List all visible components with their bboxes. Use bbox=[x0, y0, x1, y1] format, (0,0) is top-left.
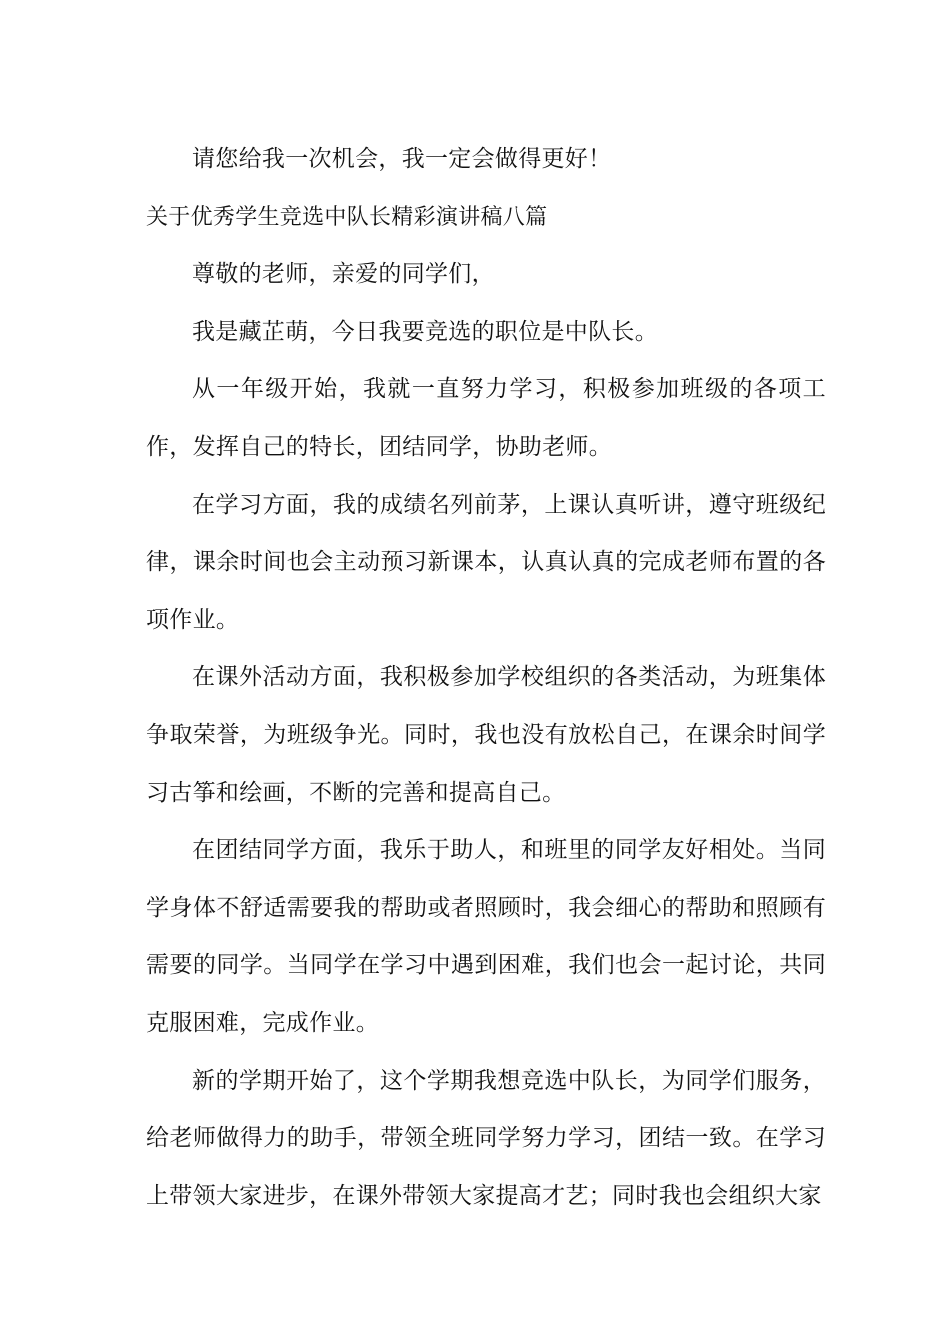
paragraph-study: 在学习方面，我的成绩名列前茅，上课认真听讲，遵守班级纪律，课余时间也会主动预习新课本，认真认真的完成老师布置的各项作业。 bbox=[146, 491, 826, 633]
document-title: 关于优秀学生竞选中队长精彩演讲稿八篇 bbox=[146, 204, 548, 230]
paragraph-greeting: 尊敬的老师，亲爱的同学们， bbox=[192, 261, 495, 288]
paragraph-background: 从一年级开始，我就一直努力学习，积极参加班级的各项工作，发挥自己的特长，团结同学，协助老师。 bbox=[146, 376, 826, 460]
paragraph-activities: 在课外活动方面，我积极参加学校组织的各类活动，为班集体争取荣誉，为班级争光。同时，我也没有放松自己，在课余时间学习古筝和绘画，不断的完善和提高自己。 bbox=[146, 664, 826, 806]
paragraph-unity: 在团结同学方面，我乐于助人，和班里的同学友好相处。当同学身体不舒适需要我的帮助或者照顾时，我会细心的帮助和照顾有需要的同学。当同学在学习中遇到困难，我们也会一起讨论，共同克服困难，完成作业。 bbox=[146, 837, 826, 1036]
lead-line: 请您给我一次机会，我一定会做得更好！ bbox=[192, 146, 612, 172]
document-body bbox=[146, 131, 826, 1225]
paragraph-intro: 我是藏芷萌，今日我要竞选的职位是中队长。 bbox=[192, 318, 658, 345]
paragraph-new-term: 新的学期开始了，这个学期我想竞选中队长，为同学们服务，给老师做得力的助手，带领全班同学努力学习，团结一致。在学习上带领大家进步，在课外带领大家提高才艺；同时我也会组织大家 bbox=[146, 1067, 826, 1209]
